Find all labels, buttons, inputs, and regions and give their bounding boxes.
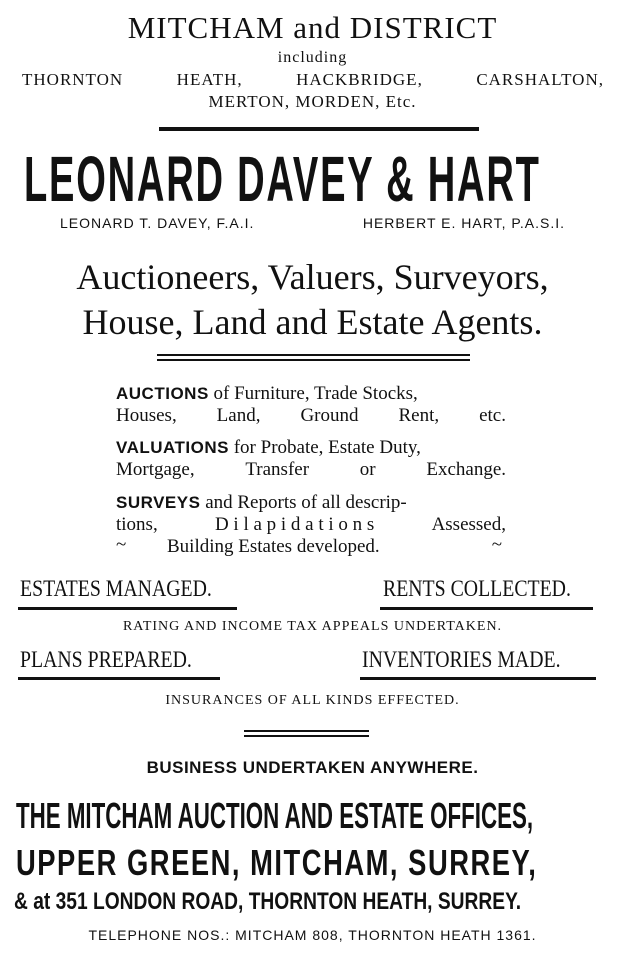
rating-appeals: RATING AND INCOME TAX APPEALS UNDERTAKEN. <box>122 619 503 634</box>
professions-divider <box>157 354 470 361</box>
locality-2: HEATH, <box>176 70 243 89</box>
dash-ornament-right: ~ <box>491 534 502 555</box>
surveys-line-2 <box>116 514 506 536</box>
partners <box>60 215 565 231</box>
auctions-word: etc. <box>479 405 506 426</box>
locality-1: THORNTON <box>22 70 124 89</box>
auctions-label: AUCTIONS <box>116 384 209 403</box>
business-anywhere: BUSINESS UNDERTAKEN ANYWHERE. <box>146 758 479 777</box>
valuations-label: VALUATIONS <box>116 438 229 457</box>
locality-4: CARSHALTON, <box>476 70 604 89</box>
firm-name: LEONARD DAVEY & HART <box>24 143 541 215</box>
professions-line-2: House, Land and Estate Agents. <box>82 302 543 342</box>
partner-hart: HERBERT E. HART, P.A.S.I. <box>362 215 565 231</box>
valuations-text: for Probate, Estate Duty, <box>233 437 421 458</box>
surveys-word: D i l a p i d a t i o n s <box>214 514 375 535</box>
telephone-numbers: TELEPHONE NOS.: MITCHAM 808, THORNTON HEATH 1361. <box>88 927 537 943</box>
auctions-line-2 <box>116 405 506 427</box>
surveys-line-3-text: Building Estates developed. <box>167 536 380 557</box>
offices-line-1: THE MITCHAM AUCTION AND ESTATE OFFICES, <box>16 795 534 836</box>
valuations-line-2 <box>116 459 506 481</box>
district-including: including <box>277 49 348 66</box>
district-localities <box>22 70 604 90</box>
dash-ornament-left: ~ <box>116 534 127 555</box>
plans-underline <box>18 677 220 680</box>
partner-davey: LEONARD T. DAVEY, F.A.I. <box>60 215 255 231</box>
offices-line-2: UPPER GREEN, MITCHAM, SURREY, <box>16 842 538 883</box>
district-title: MITCHAM and DISTRICT <box>127 10 498 45</box>
valuations-word: Exchange. <box>426 459 506 480</box>
estates-managed: ESTATES MANAGED. <box>20 576 212 601</box>
auctions-text: of Furniture, Trade Stocks, <box>213 383 418 404</box>
plans-prepared: PLANS PREPARED. <box>20 647 192 672</box>
rents-collected: RENTS COLLECTED. <box>383 576 571 601</box>
locality-3: HACKBRIDGE, <box>296 70 423 89</box>
auctions-word: Land, <box>216 405 261 426</box>
rents-underline <box>380 607 593 610</box>
inventories-underline <box>360 677 596 680</box>
insurances: INSURANCES OF ALL KINDS EFFECTED. <box>165 693 460 708</box>
surveys-line-3 <box>116 536 506 558</box>
services-surveys <box>116 492 506 558</box>
services-valuations <box>116 437 506 481</box>
surveys-text: and Reports of all descrip- <box>205 492 407 513</box>
auctions-word: Ground <box>300 405 359 426</box>
professions-line-1: Auctioneers, Valuers, Surveyors, <box>76 257 549 297</box>
header-divider <box>159 127 479 131</box>
valuations-word: Mortgage, <box>116 459 195 480</box>
offices-divider <box>244 730 369 737</box>
services-auctions <box>116 383 506 427</box>
offices-line-3: & at 351 LONDON ROAD, THORNTON HEATH, SURREY. <box>14 888 522 915</box>
valuations-word: or <box>359 459 376 480</box>
inventories-made: INVENTORIES MADE. <box>362 647 561 672</box>
estates-underline <box>18 607 237 610</box>
surveys-label: SURVEYS <box>116 493 201 512</box>
surveys-word: Assessed, <box>431 514 506 535</box>
valuations-word: Transfer <box>245 459 310 480</box>
surveys-word: tions, <box>116 514 158 535</box>
district-localities-2: MERTON, MORDEN, Etc. <box>208 92 417 111</box>
auctions-word: Rent, <box>398 405 440 426</box>
auctions-word: Houses, <box>116 405 177 426</box>
